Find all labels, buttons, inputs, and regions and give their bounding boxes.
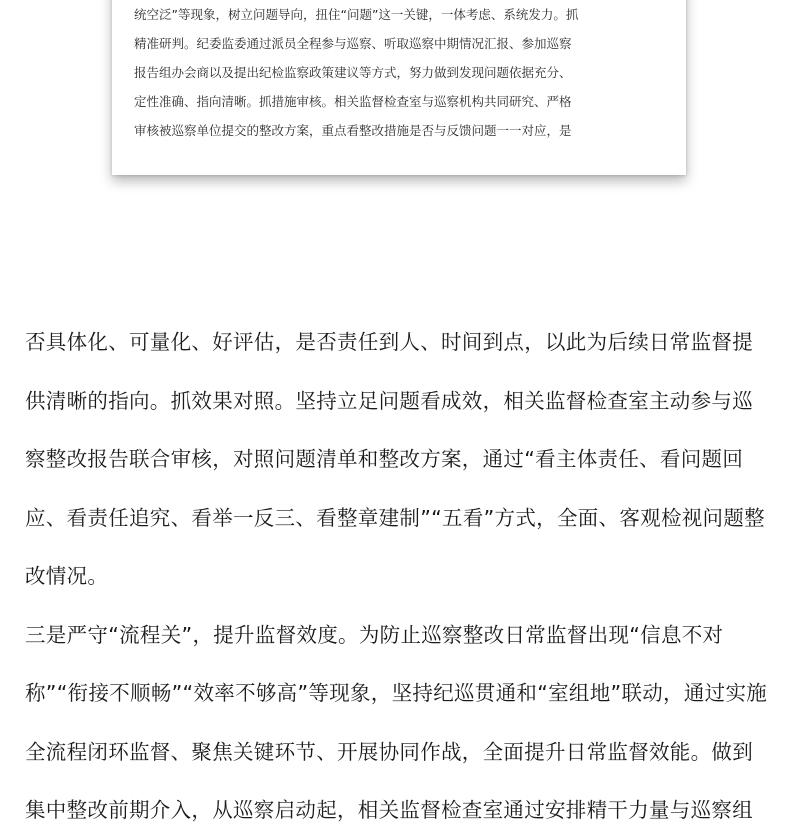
body-line: 改情况。: [25, 564, 109, 588]
body-line: 否具体化、可量化、好评估，是否责任到人、时间到点，以此为后续日常监督提: [25, 330, 753, 354]
body-line: 察整改报告联合审核，对照问题清单和整改方案，通过“看主体责任、看问题回: [25, 447, 744, 471]
card-line: 定性准确、指向清晰。抓措施审核。相关监督检查室与巡察机构共同研究、严格: [134, 94, 572, 109]
card-text: [134, 0, 674, 145]
card-line: 报告组办会商以及提出纪检监察政策建议等方式，努力做到发现问题依据充分、: [134, 65, 572, 80]
body-line: 三是严守“流程关”，提升监督效度。为防止巡察整改日常监督出现“信息不对: [25, 622, 724, 647]
document-body: [25, 313, 785, 840]
body-line: 供清晰的指向。抓效果对照。坚持立足问题看成效，相关监督检查室主动参与巡: [25, 388, 753, 413]
document-excerpt-card: [112, 0, 686, 175]
body-line: 称”“衔接不顺畅”“效率不够高”等现象，坚持纪巡贯通和“室组地”联动，通过实施: [25, 681, 768, 705]
card-line: 统空泛”等现象，树立问题导向，扭住“问题”这一关键，一体考虑、系统发力。抓: [134, 7, 579, 22]
body-line: 全流程闭环监督、聚焦关键环节、开展协同作战，全面提升日常监督效能。做到: [25, 739, 753, 764]
body-line: 集中整改前期介入，从巡察启动起，相关监督检查室通过安排精干力量与巡察组: [25, 798, 753, 822]
body-line: 应、看责任追究、看举一反三、看整章建制”“五看”方式，全面、客观检视问题整: [25, 505, 765, 530]
card-line: 审核被巡察单位提交的整改方案，重点看整改措施是否与反馈问题一一对应，是: [134, 123, 572, 138]
card-line: 精准研判。纪委监委通过派员全程参与巡察、听取巡察中期情况汇报、参加巡察: [134, 36, 572, 51]
